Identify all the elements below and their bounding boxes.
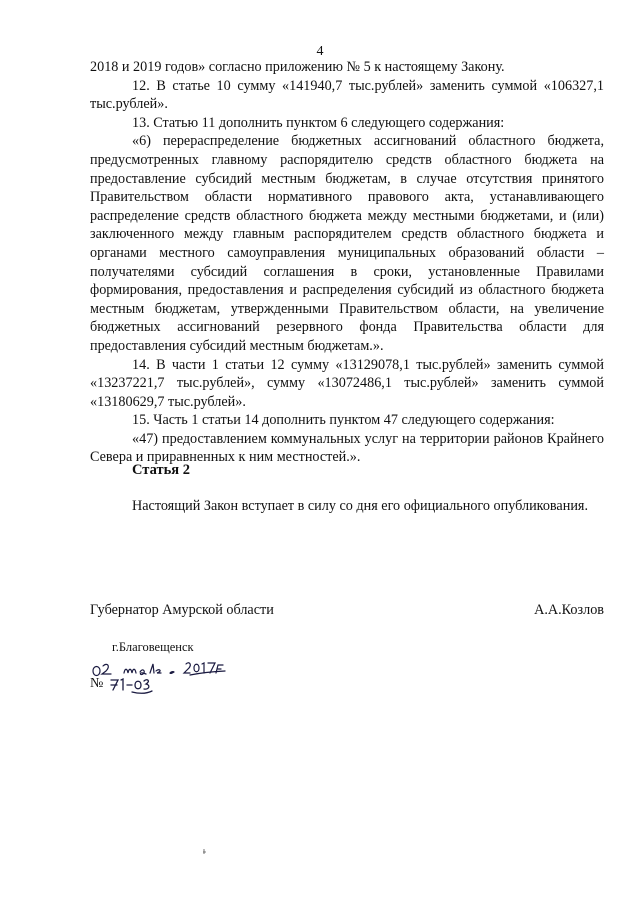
paragraph-item-12: 12. В статье 10 сумму «141940,7 тыс.рублей» заменить суммой «106327,1 тыс.рублей».	[90, 77, 604, 113]
document-body	[90, 58, 604, 467]
paragraph-item-15: 15. Часть 1 статьи 14 дополнить пунктом 47 следующего содержания:	[132, 412, 555, 429]
final-paragraph: Настоящий Закон вступает в силу со дня его официального опубликования.	[132, 498, 588, 514]
final-provision	[90, 497, 604, 516]
law-number	[90, 676, 103, 692]
scan-mark	[202, 848, 208, 856]
article-heading: Статья 2	[132, 462, 190, 478]
paragraph-continuation: 2018 и 2019 годов» согласно приложению № 5 к настоящему Закону.	[90, 59, 505, 75]
place-of-signing: г.Благовещенск	[112, 640, 194, 654]
paragraph-item-13: 13. Статью 11 дополнить пунктом 6 следующего содержания:	[132, 114, 505, 131]
number-prefix: №	[90, 676, 104, 691]
page-number: 4	[316, 44, 324, 59]
paragraph-item-14: 14. В части 1 статьи 12 сумму «13129078,1 тыс.рублей» заменить суммой «13237221,7 тыс.рублей», сумму «13072486,1 тыс.рублей» заменить суммой «13180629,7 тыс.рублей».	[90, 356, 604, 410]
paragraph-item-15-text: «47) предоставлением коммунальных услуг на территории районов Крайнего Севера и приравненных к ним местностей.».	[90, 430, 604, 466]
handwritten-number	[108, 670, 168, 698]
paragraph-item-13-text: «6) перераспределение бюджетных ассигнований областного бюджета, предусмотренных главному распорядителю средств областного бюджета на предоставление субсидий местным бюджетам, в случае отсутствия принятого Правительством области нормативного правового акта, устанавливающего распределение средств областного бюджета между местными бюджетами, и (или) заключенного между главным распорядителем средств областного бюджета и органами местного самоуправления муниципальных образований области – получателями субсидий соглашения в сроки, установленные Правилами формирования, предоставления и распределения субсидий из областного бюджета местным бюджетам, утвержденными Правительством области, на увеличение бюджетных ассигнований резервного фонда Правительства области для предоставления субсидий местным бюджетам.».	[90, 133, 604, 354]
governor-name: А.А.Козлов	[534, 602, 604, 618]
governor-title: Губернатор Амурской области	[90, 602, 274, 618]
